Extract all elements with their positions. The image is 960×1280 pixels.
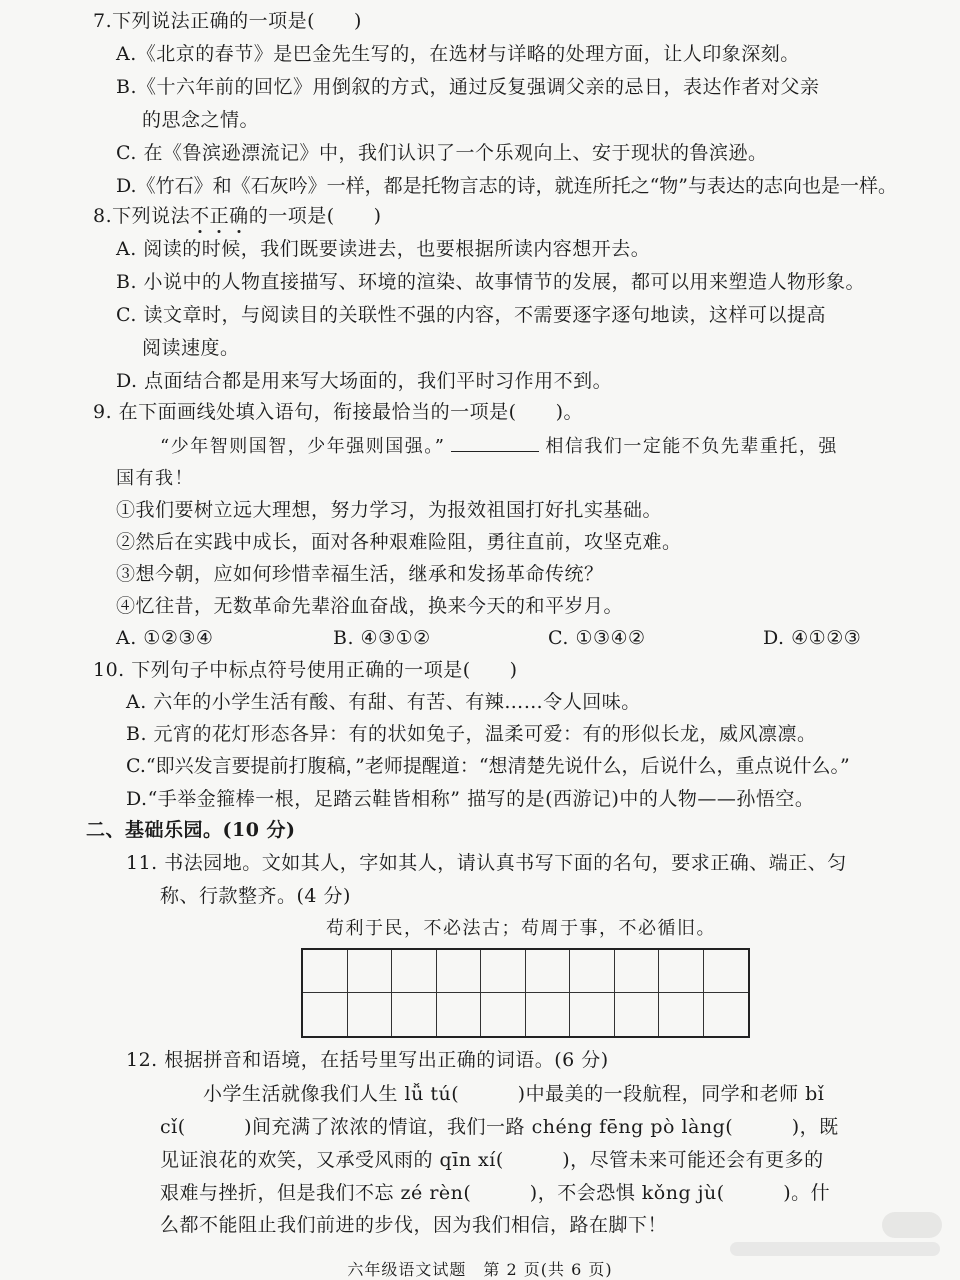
q9-option-a: A. ①②③④ <box>116 627 214 649</box>
q9-quote-pre: “少年智则国智，少年强则国强。” <box>160 436 446 457</box>
q9-sentence-3: ③想今朝，应如何珍惜幸福生活，继承和发扬革命传统？ <box>116 563 604 585</box>
q8-option-b: B. 小说中的人物直接描写、环境的渲染、故事情节的发展，都可以用来塑造人物形象。 <box>116 271 866 293</box>
q10-stem: 10. 下列句子中标点符号使用正确的一项是( ) <box>93 659 518 681</box>
q8-option-d: D. 点面结合都是用来写大场面的，我们平时习作用不到。 <box>116 370 613 392</box>
q9-option-d: D. ④①②③ <box>763 627 862 649</box>
grid-cell[interactable] <box>303 993 348 1036</box>
q7-option-a: A.《北京的春节》是巴金先生写的，在选材与详略的处理方面，让人印象深刻。 <box>116 43 800 65</box>
grid-cell[interactable] <box>437 993 482 1036</box>
q8-stem <box>93 203 382 229</box>
section-2-title: 二、基础乐园。(10 分) <box>86 819 296 841</box>
q12-paragraph-line1: 小学生活就像我们人生 lǚ tú( )中最美的一段航程，同学和老师 bǐ <box>203 1083 825 1105</box>
q12-paragraph-line3: 见证浪花的欢笑，又承受风雨的 qīn xí( )，尽管未来可能还会有更多的 <box>160 1149 824 1171</box>
watermark-logo <box>882 1212 942 1238</box>
q7-stem: 7.下列说法正确的一项是( ) <box>93 10 362 32</box>
q11-line2: 称、行款整齐。(4 分) <box>160 885 351 907</box>
q8-option-c-line2: 阅读速度。 <box>142 337 240 359</box>
grid-cell[interactable] <box>526 950 571 993</box>
q9-quote-end: 国有我！ <box>116 468 194 489</box>
q9-option-b: B. ④③①② <box>333 627 431 649</box>
watermark-text-blur <box>730 1242 940 1256</box>
q10-option-c: C.“即兴发言要提前打腹稿，”老师提醒道：“想清楚先说什么，后说什么，重点说什么。” <box>126 755 850 777</box>
calligraphy-grid[interactable] <box>301 948 750 1038</box>
grid-cell[interactable] <box>570 950 615 993</box>
q9-option-c: C. ①③④② <box>548 627 646 649</box>
q9-sentence-4: ④忆往昔，无数革命先辈浴血奋战，换来今天的和平岁月。 <box>116 595 624 617</box>
grid-cell[interactable] <box>303 950 348 993</box>
q8-stem-pre: 8.下列说法 <box>93 205 191 227</box>
q9-fill-blank <box>451 433 539 452</box>
grid-cell[interactable] <box>348 950 393 993</box>
q12-stem: 12. 根据拼音和语境，在括号里写出正确的词语。(6 分) <box>126 1049 609 1071</box>
q7-option-d: D.《竹石》和《石灰吟》一样，都是托物言志的诗，就连所托之“物”与表达的志向也是一样。 <box>116 175 898 197</box>
q10-option-d: D.“手举金箍棒一根，足踏云鞋皆相称” 描写的是(西游记)中的人物——孙悟空。 <box>126 788 815 810</box>
q8-stem-post: 的一项是( ) <box>248 205 382 227</box>
grid-cell[interactable] <box>437 950 482 993</box>
q9-stem: 9. 在下面画线处填入语句，衔接最恰当的一项是( )。 <box>93 401 583 423</box>
page-footer: 六年级语文试题 第 2 页(共 6 页) <box>347 1260 613 1279</box>
grid-cell[interactable] <box>392 950 437 993</box>
q10-option-a: A. 六年的小学生活有酸、有甜、有苦、有辣……令人回味。 <box>126 691 641 713</box>
q12-paragraph-line5: 么都不能阻止我们前进的步伐，因为我们相信，路在脚下！ <box>160 1214 668 1236</box>
q8-stem-emphasis-1: 不 <box>190 205 210 227</box>
q9-quote <box>160 433 838 460</box>
q12-paragraph-line2: cǐ( )间充满了浓浓的情谊，我们一路 chéng fēng pò làng( )，既 <box>160 1116 839 1138</box>
grid-cell[interactable] <box>615 950 660 993</box>
q9-sentence-1: ①我们要树立远大理想，努力学习，为报效祖国打好扎实基础。 <box>116 499 663 521</box>
q8-stem-emphasis-2: 正 <box>209 205 230 227</box>
q10-option-b: B. 元宵的花灯形态各异：有的状如兔子，温柔可爱：有的形似长龙，威风凛凛。 <box>126 723 817 745</box>
grid-cell[interactable] <box>526 993 571 1036</box>
q7-option-b-line2: 的思念之情。 <box>142 109 260 131</box>
grid-cell[interactable] <box>704 950 749 993</box>
grid-cell[interactable] <box>659 950 704 993</box>
grid-cell[interactable] <box>615 993 660 1036</box>
grid-cell[interactable] <box>704 993 749 1036</box>
q7-option-c: C. 在《鲁滨逊漂流记》中，我们认识了一个乐观向上、安于现状的鲁滨逊。 <box>116 142 768 164</box>
q8-option-c-line1: C. 读文章时，与阅读目的关联性不强的内容，不需要逐字逐句地读，这样可以提高 <box>116 304 826 326</box>
grid-cell[interactable] <box>570 993 615 1036</box>
q9-sentence-2: ②然后在实践中成长，面对各种艰难险阻，勇往直前，攻坚克难。 <box>116 531 682 553</box>
q8-option-a: A. 阅读的时候，我们既要读进去，也要根据所读内容想开去。 <box>116 238 651 260</box>
q8-stem-emphasis-3: 确 <box>229 205 249 227</box>
q11-line1: 11. 书法园地。文如其人，字如其人，请认真书写下面的名句，要求正确、端正、匀 <box>126 852 847 874</box>
q11-quote: 苟利于民，不必法古；苟周于事，不必循旧。 <box>326 918 716 939</box>
grid-cell[interactable] <box>659 993 704 1036</box>
grid-cell[interactable] <box>348 993 393 1036</box>
q7-option-b-line1: B.《十六年前的回忆》用倒叙的方式，通过反复强调父亲的忌日，表达作者对父亲 <box>116 76 820 98</box>
grid-cell[interactable] <box>481 993 526 1036</box>
q12-paragraph-line4: 艰难与挫折，但是我们不忘 zé rèn( )，不会恐惧 kǒng jù( )。什 <box>160 1182 831 1204</box>
grid-cell[interactable] <box>481 950 526 993</box>
grid-cell[interactable] <box>392 993 437 1036</box>
q9-quote-post: 相信我们一定能不负先辈重托，强 <box>545 436 838 457</box>
